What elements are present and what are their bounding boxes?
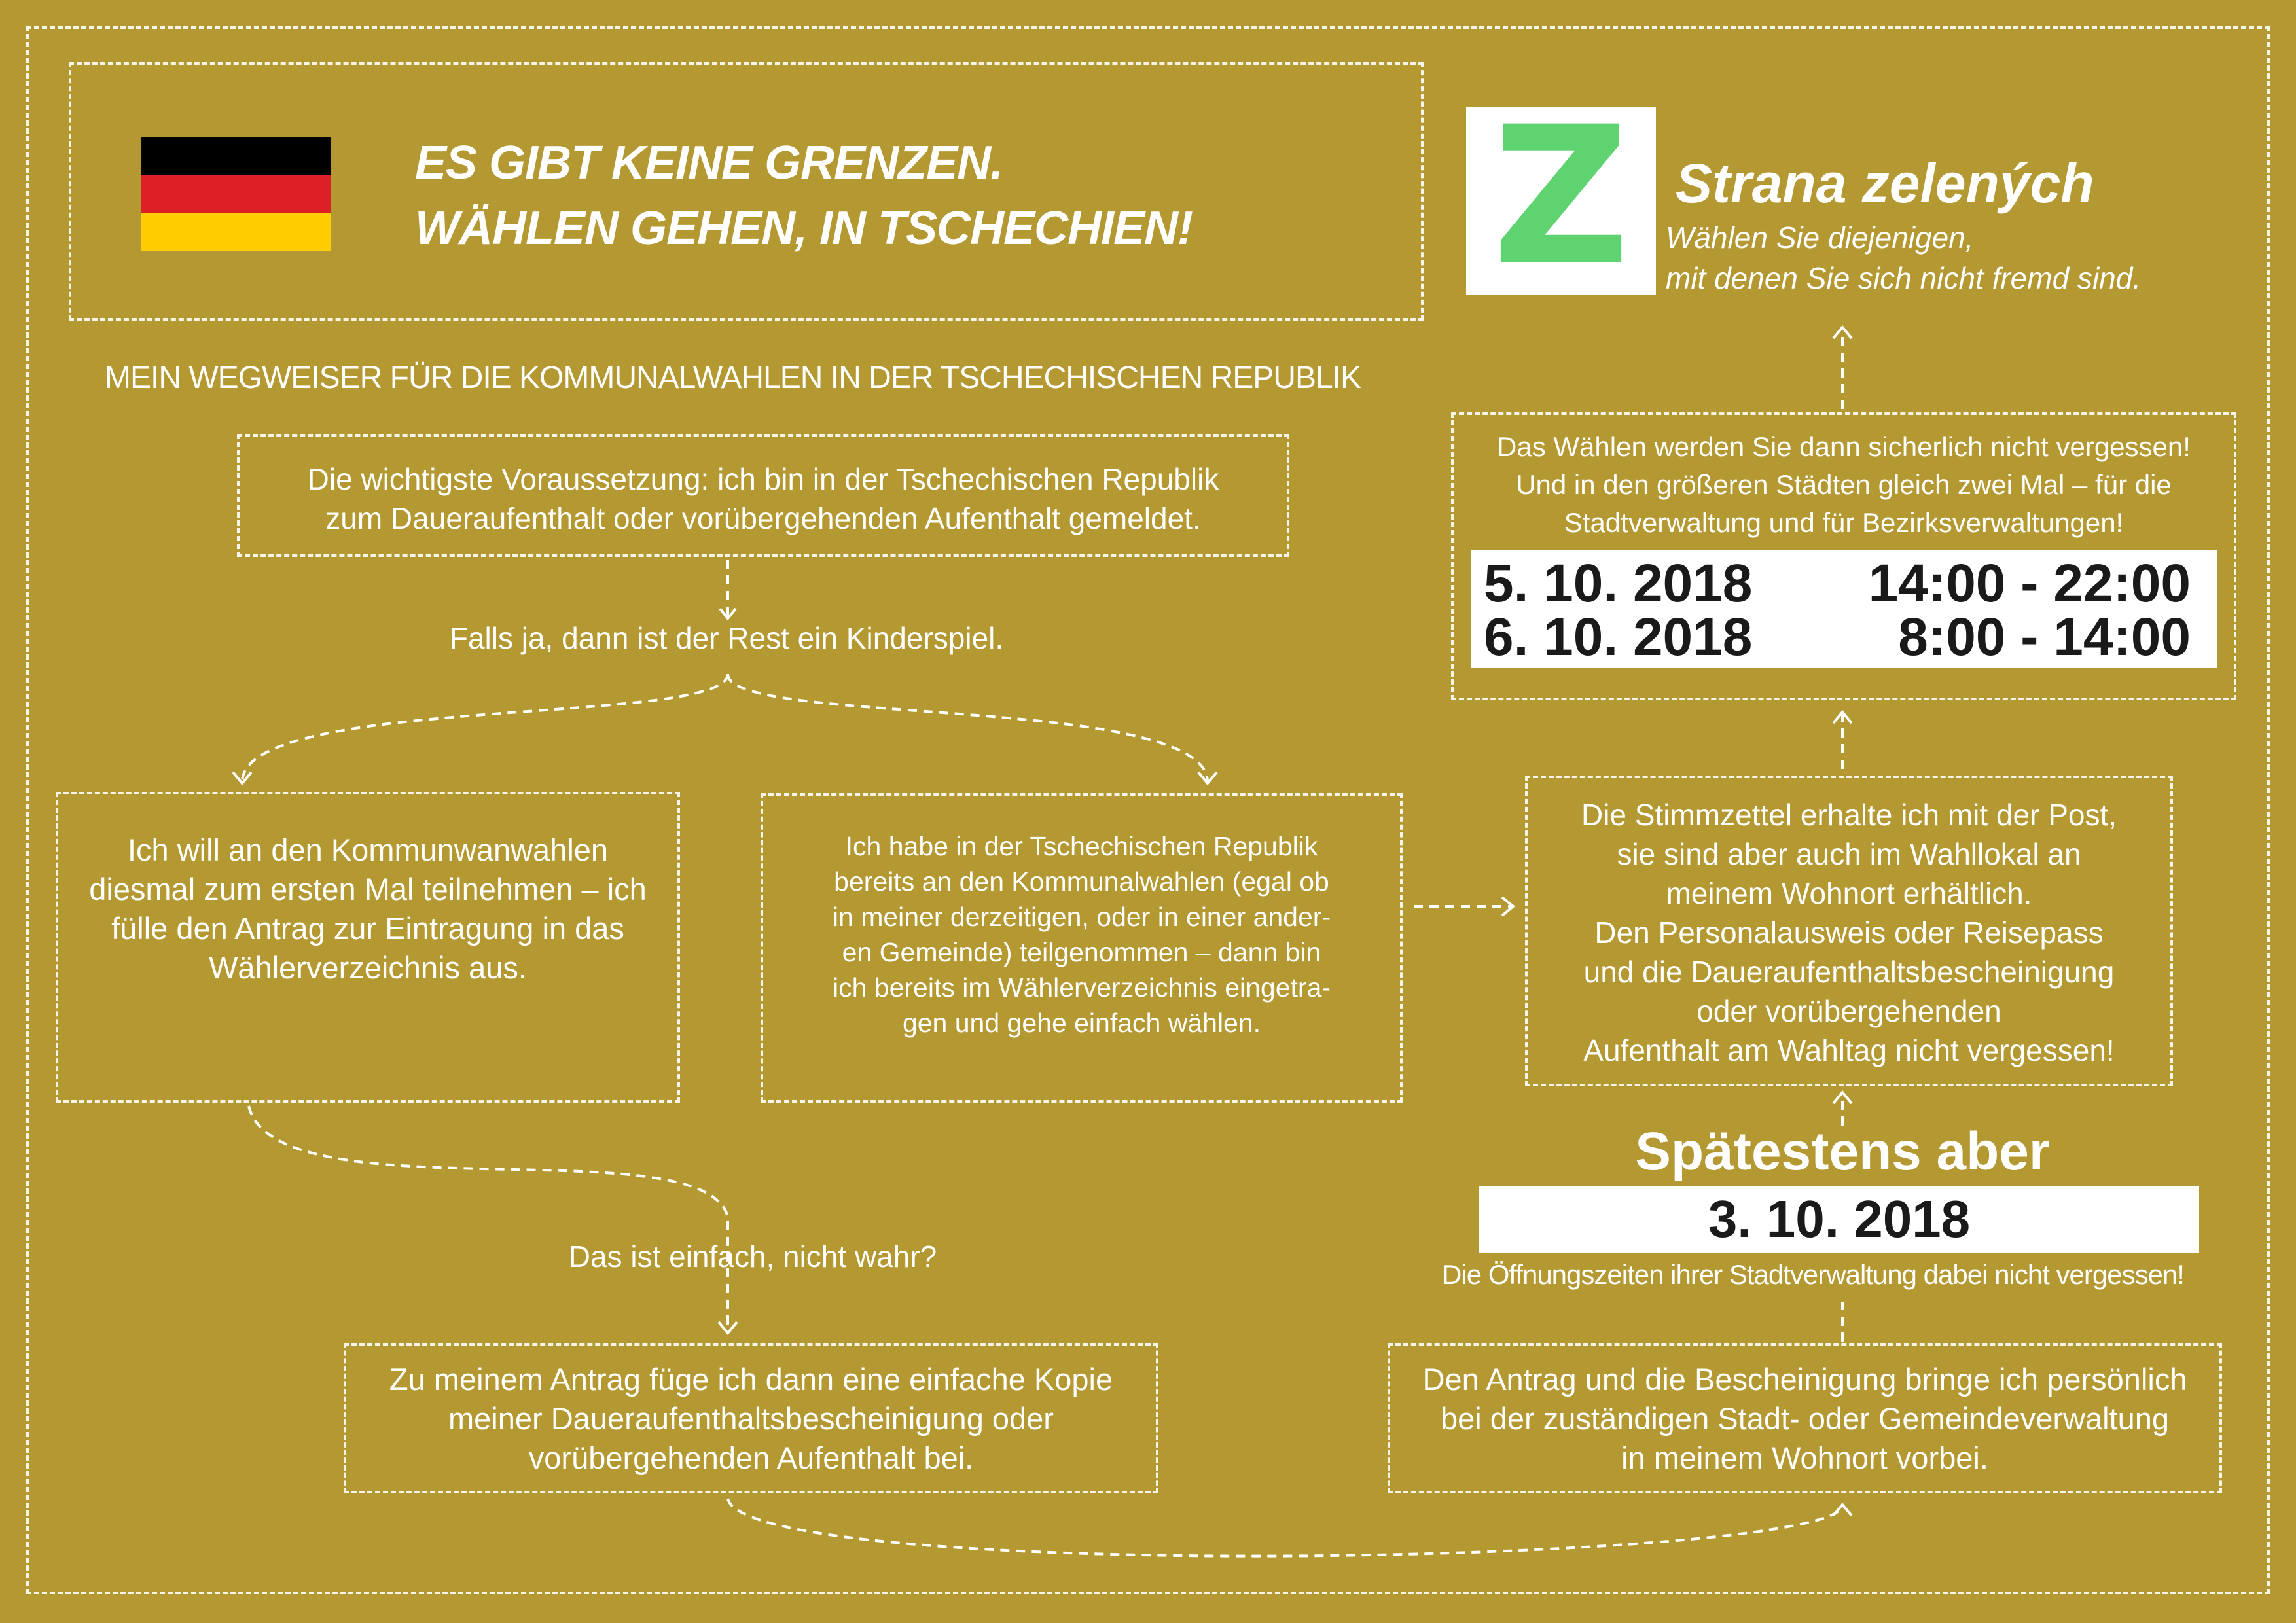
attach-copy-line: Zu meinem Antrag füge ich dann eine einfache Kopie — [389, 1362, 1113, 1397]
requirement-box — [237, 434, 1289, 557]
party-slogan-line1: Wählen Sie diejenigen, — [1666, 221, 1974, 255]
election-days-box — [1471, 550, 2217, 668]
election-day-2-time: 8:00 - 14:00 — [1898, 607, 2191, 667]
party-logo-letter: Z — [1492, 86, 1630, 307]
election-day-1-date: 5. 10. 2018 — [1484, 554, 1753, 613]
bring-personally-line: in meinem Wohnort vorbei. — [1621, 1440, 1988, 1475]
requirement-line2: zum Daueraufenthalt oder vorübergehenden Aufenthalt gemeldet. — [325, 501, 1201, 535]
connector-firsttime-to-attach — [249, 1106, 728, 1332]
headline — [415, 130, 1397, 261]
party-logo — [1466, 86, 1656, 307]
requirement-text — [240, 459, 1287, 538]
ballots-line: sie sind aber auch im Wahllokal an — [1617, 837, 2081, 871]
ballots-line: Aufenthalt am Wahltag nicht vergessen! — [1583, 1033, 2115, 1067]
opening-hours-note: Die Öffnungszeiten ihrer Stadtverwaltung dabei nicht vergessen! — [1442, 1259, 2184, 1290]
arrowhead — [1833, 1505, 1852, 1516]
if-yes-text: Falls ja, dann ist der Rest ein Kinderspiel. — [449, 621, 1004, 655]
final-line: Und in den größeren Städten gleich zwei Mal – für die — [1516, 469, 2172, 500]
final-line: Das Wählen werden Sie dann sicherlich nicht vergessen! — [1497, 431, 2191, 462]
first-time-line: fülle den Antrag zur Eintragung in das — [111, 911, 624, 946]
deadline-label: Spätestens aber — [1635, 1122, 2050, 1181]
already-voted-line: gen und gehe einfach wählen. — [902, 1008, 1261, 1038]
ballots-line: Den Personalausweis oder Reisepass — [1594, 916, 2104, 950]
bring-personally-line: Den Antrag und die Bescheinigung bringe ich persönlich — [1422, 1362, 2187, 1397]
first-time-text — [58, 830, 677, 988]
party-slogan-line2: mit denen Sie sich nicht fremd sind. — [1666, 261, 2142, 295]
attach-copy-line: vorübergehenden Aufenthalt bei. — [528, 1440, 974, 1475]
ballots-line: meinem Wohnort erhältlich. — [1666, 876, 2032, 910]
headline-box — [69, 62, 1424, 321]
bring-personally-box — [1388, 1343, 2222, 1493]
arrowhead — [1833, 327, 1852, 338]
party-name: Strana zelených — [1676, 152, 2094, 214]
final-line: Stadtverwaltung und für Bezirksverwaltungen! — [1564, 507, 2124, 538]
first-time-box — [56, 792, 680, 1103]
ballots-line: und die Daueraufenthaltsbescheinigung — [1583, 955, 2115, 989]
attach-copy-text — [346, 1360, 1156, 1478]
flag-stripe-black — [141, 137, 331, 175]
easy-text: Das ist einfach, nicht wahr? — [568, 1240, 937, 1274]
already-voted-line: bereits an den Kommunalwahlen (egal ob — [834, 866, 1329, 897]
first-time-line: Wählerverzeichnis aus. — [209, 950, 527, 985]
ballots-text — [1528, 795, 2170, 1070]
flag-stripe-gold — [141, 213, 331, 251]
attach-copy-line: meiner Daueraufenthaltsbescheinigung oder — [448, 1401, 1054, 1436]
deadline-date-box — [1479, 1186, 2199, 1253]
first-time-line: Ich will an den Kommunwanwahlen — [127, 832, 609, 867]
first-time-line: diesmal zum ersten Mal teilnehmen – ich — [89, 872, 647, 906]
attach-copy-box — [344, 1343, 1158, 1493]
guide-title: MEIN WEGWEISER FÜR DIE KOMMUNALWAHLEN IN DER TSCHECHISCHEN REPUBLIK — [105, 361, 1361, 395]
already-voted-line: en Gemeinde) teilgenommen – dann bin — [842, 937, 1321, 967]
election-day-2-date: 6. 10. 2018 — [1484, 607, 1753, 667]
ballots-line: Die Stimmzettel erhalte ich mit der Post, — [1581, 798, 2117, 832]
connector-attach-to-bring — [728, 1499, 1842, 1556]
connector-ifyes-left — [242, 674, 728, 782]
final-text — [1454, 428, 2234, 542]
requirement-line1: Die wichtigste Voraussetzung: ich bin in der Tschechischen Republik — [307, 462, 1219, 496]
already-voted-line: ich bereits im Wählerverzeichnis eingetra- — [832, 972, 1331, 1003]
election-day-1-time: 14:00 - 22:00 — [1868, 554, 2191, 613]
already-voted-line: in meiner derzeitigen, oder in einer ander- — [832, 902, 1331, 932]
headline-line2: WÄHLEN GEHEN, IN TSCHECHIEN! — [415, 202, 1193, 255]
ballots-box — [1525, 776, 2173, 1086]
party-slogan — [1666, 217, 2141, 298]
german-flag-icon — [141, 137, 331, 251]
connector-ifyes-right — [728, 674, 1208, 782]
headline-line1: ES GIBT KEINE GRENZEN. — [415, 137, 1003, 189]
already-voted-box — [761, 793, 1403, 1103]
already-voted-line: Ich habe in der Tschechischen Republik — [845, 831, 1318, 861]
bring-personally-text — [1390, 1360, 2219, 1478]
already-voted-text — [763, 829, 1400, 1041]
deadline-date: 3. 10. 2018 — [1708, 1190, 1971, 1248]
flag-stripe-red — [141, 175, 331, 213]
ballots-line: oder vorübergehenden — [1696, 994, 2001, 1028]
final-box — [1451, 412, 2236, 700]
bring-personally-line: bei der zuständigen Stadt- oder Gemeindeverwaltung — [1440, 1401, 2169, 1436]
arrowhead — [1502, 897, 1513, 916]
